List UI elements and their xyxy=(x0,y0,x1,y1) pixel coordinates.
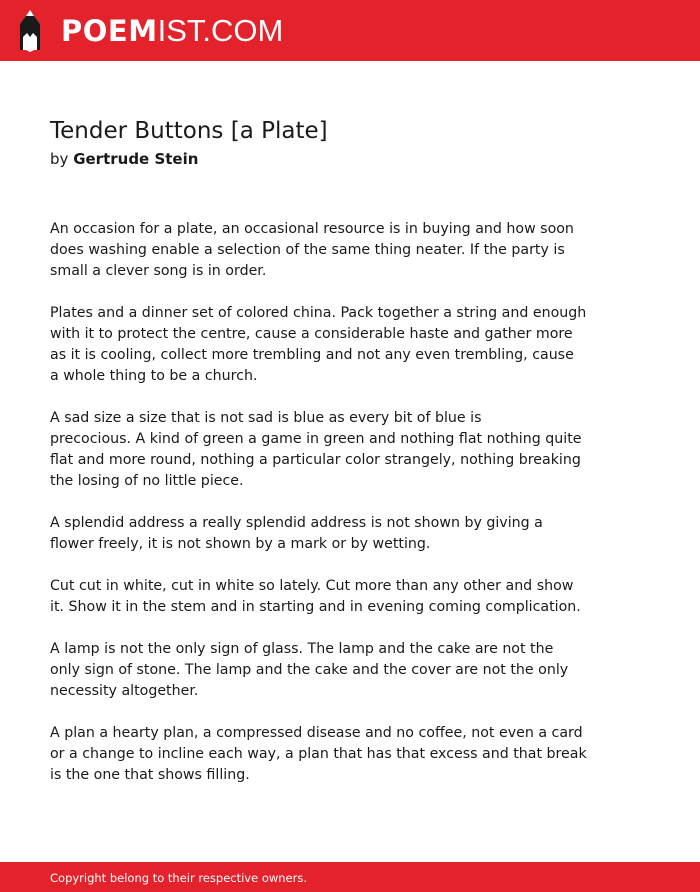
stanza xyxy=(50,219,580,282)
poem-line: flower freely, it is not shown by a mark or by wetting. xyxy=(50,536,431,552)
poem-line: a whole thing to be a church. xyxy=(50,368,258,384)
poem-line: Plates and a dinner set of colored china. Pack together a string and enough xyxy=(50,305,587,321)
pencil-icon xyxy=(17,10,43,52)
stanza xyxy=(50,576,580,618)
poem-line: only sign of stone. The lamp and the cake and the cover are not the only xyxy=(50,662,569,678)
logo-text-bold: POEM xyxy=(61,14,158,48)
poem-line: as it is cooling, collect more trembling and not any even trembling, cause xyxy=(50,347,574,363)
stanza xyxy=(50,723,587,786)
site-header xyxy=(0,0,700,61)
poem-line: the losing of no little piece. xyxy=(50,473,244,489)
poem-line: or a change to incline each way, a plan that has that excess and that break xyxy=(50,746,587,762)
stanza xyxy=(50,639,580,702)
logo-text xyxy=(61,10,283,52)
poem-line: small a clever song is in order. xyxy=(50,263,267,279)
logo-text-light: IST.COM xyxy=(157,13,284,48)
poem-line: necessity altogether. xyxy=(50,683,199,699)
poem-line: does washing enable a selection of the same thing neater. If the party is xyxy=(50,242,565,258)
poem-title: Tender Buttons [a Plate] xyxy=(50,118,328,144)
by-label: by xyxy=(50,150,69,168)
poem-line: Cut cut in white, cut in white so lately. Cut more than any other and show xyxy=(50,578,574,594)
site-footer xyxy=(0,862,700,892)
poem-line: flat and more round, nothing a particular color strangely, nothing breaking xyxy=(50,452,581,468)
poem-line: precocious. A kind of green a game in green and nothing flat nothing quite xyxy=(50,431,582,447)
footer-copyright: Copyright belong to their respective owners. xyxy=(50,871,308,885)
poem-line: A sad size a size that is not sad is blue as every bit of blue is xyxy=(50,410,482,426)
poem-line: An occasion for a plate, an occasional resource is in buying and how soon xyxy=(50,221,574,237)
poem-line: A lamp is not the only sign of glass. The lamp and the cake are not the xyxy=(50,641,554,657)
poem-body xyxy=(50,219,587,807)
poem-line: is the one that shows filling. xyxy=(50,767,250,783)
site-logo[interactable] xyxy=(17,10,283,52)
stanza xyxy=(50,303,587,387)
poem-line: it. Show it in the stem and in starting and in evening coming complication. xyxy=(50,599,581,615)
stanza xyxy=(50,513,580,555)
poem-line: A plan a hearty plan, a compressed disease and no coffee, not even a card xyxy=(50,725,583,741)
poem-line: A splendid address a really splendid address is not shown by giving a xyxy=(50,515,543,531)
stanza xyxy=(50,408,580,492)
poem-author[interactable]: Gertrude Stein xyxy=(73,150,199,168)
poem-line: with it to protect the centre, cause a considerable haste and gather more xyxy=(50,326,573,342)
poem-byline xyxy=(50,149,198,169)
